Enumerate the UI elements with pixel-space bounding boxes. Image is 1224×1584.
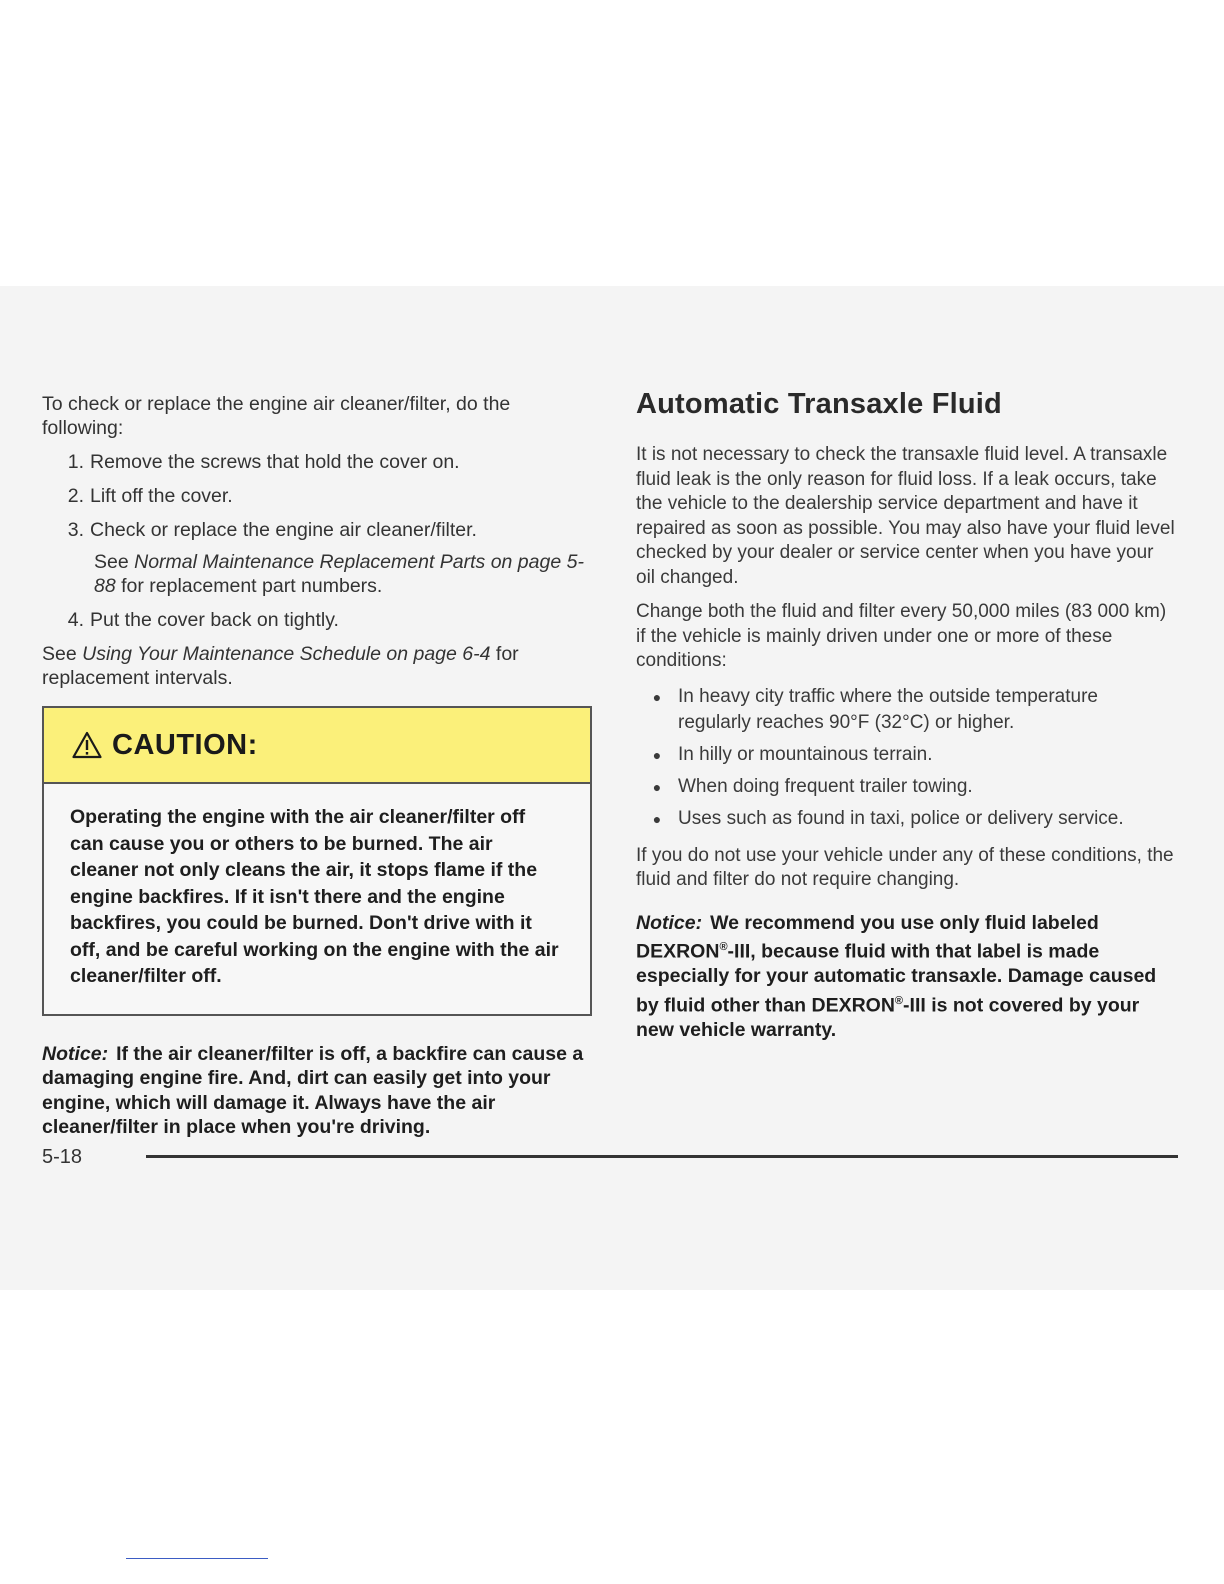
intro-paragraph: To check or replace the engine air cleaner/filter, do the following: bbox=[42, 393, 511, 439]
page-number: 5-18 bbox=[42, 1146, 83, 1168]
notice-label: Notice: bbox=[42, 1042, 109, 1065]
left-column bbox=[42, 392, 592, 1140]
list-item: ● In heavy city traffic where the outside temperature regularly reaches 90°F (32°C) or higher. bbox=[636, 684, 1176, 736]
paragraph: It is not necessary to check the transaxle fluid level. A transaxle fluid leak is the only reason for fluid loss. If a leak occurs, take the vehicle to the dealership service department and have it repaired as soon as possible. You may also have your fluid level checked by your dealer or service center when you have your oil changed. bbox=[636, 444, 1175, 588]
list-item: ● In hilly or mountainous terrain. bbox=[636, 742, 1176, 768]
list-item: 3. Check or replace the engine air cleaner/filter. See Normal Maintenance Replacement Parts on page 5-88 for replacement part numbers. bbox=[42, 518, 592, 598]
section-title: Automatic Transaxle Fluid bbox=[636, 388, 1002, 420]
notice-label: Notice: bbox=[636, 911, 703, 934]
bullet-icon: ● bbox=[652, 810, 662, 827]
schedule-paragraph: See Using Your Maintenance Schedule on page 6-4 for replacement intervals. bbox=[42, 643, 519, 689]
list-item: 2. Lift off the cover. bbox=[67, 485, 233, 507]
right-column bbox=[636, 388, 1176, 1062]
list-item: ● When doing frequent trailer towing. bbox=[636, 774, 1176, 800]
caution-text: Operating the engine with the air cleaner/filter off can cause you or others to be burned. The air cleaner not only cleans the air, it stops flame if the engine backfires. If it isn't there and the engine backfires, you could be burned. Don't drive with it off, and be careful working on the engine with the air cleaner/filter off. bbox=[70, 806, 559, 987]
caution-header bbox=[44, 708, 590, 784]
notice-paragraph: Notice: If the air cleaner/filter is off, a backfire can cause a damaging engine fire. And, dirt can easily get into your engine, which will damage it. Always have the air cleaner/filter in place when you're driving. bbox=[42, 1042, 584, 1138]
steps-list bbox=[42, 450, 592, 632]
bullet-icon: ● bbox=[652, 746, 662, 763]
footer-rule bbox=[146, 1155, 1178, 1158]
caution-title: CAUTION: bbox=[112, 728, 258, 761]
warning-triangle-icon bbox=[72, 731, 102, 759]
paragraph: Change both the fluid and filter every 50,000 miles (83 000 km) if the vehicle is mainly driven under one or more of these conditions: bbox=[636, 601, 1167, 671]
list-item: ● Uses such as found in taxi, police or delivery service. bbox=[636, 806, 1176, 832]
divider bbox=[126, 1558, 268, 1559]
paragraph: If you do not use your vehicle under any of these conditions, the fluid and filter do not require changing. bbox=[636, 844, 1174, 890]
list-item: 4. Put the cover back on tightly. bbox=[67, 609, 339, 631]
cross-reference-link: Using Your Maintenance Schedule on page 6-4 bbox=[82, 643, 491, 665]
bullet-icon: ● bbox=[652, 688, 662, 705]
caution-box bbox=[42, 706, 592, 1016]
bullet-icon: ● bbox=[652, 778, 662, 795]
step3-note: See Normal Maintenance Replacement Parts on page 5-88 for replacement part numbers. bbox=[94, 551, 584, 597]
list-item: 1. Remove the screws that hold the cover on. bbox=[67, 451, 460, 473]
conditions-list bbox=[636, 684, 1176, 832]
cross-reference-link: Normal Maintenance Replacement Parts on page 5-88 bbox=[94, 551, 584, 597]
notice-paragraph: Notice: We recommend you use only fluid labeled DEXRON®-III, because fluid with that label is made especially for your automatic transaxle. Damage caused by fluid other than DEXRON®-III is not covered by your new vehicle warranty. bbox=[636, 911, 1157, 1041]
